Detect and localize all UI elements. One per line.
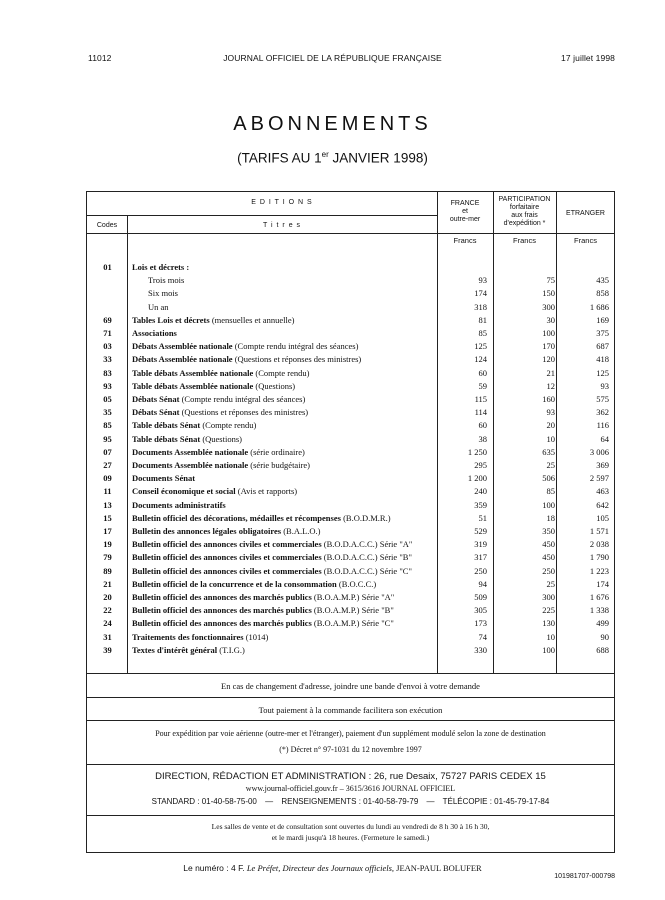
table-row <box>87 579 614 592</box>
price-france: 240 <box>474 486 487 497</box>
row-title <box>132 315 296 325</box>
row-title-main: Conseil économique et social <box>132 486 236 497</box>
row-title <box>132 394 307 404</box>
row-code: 39 <box>103 644 112 655</box>
price-etranger: 1 790 <box>589 552 609 563</box>
row-title <box>132 539 414 549</box>
row-title-detail: (Compte rendu) <box>253 367 310 378</box>
table-row <box>87 341 614 354</box>
row-title-detail: (B.O.C.C.) <box>336 578 377 589</box>
row-title <box>132 513 393 523</box>
direction-address: DIRECTION, RÉDACTION ET ADMINISTRATION : 26, rue Desaix, 75727 PARIS CEDEX 15 <box>155 771 546 782</box>
row-code: 01 <box>103 262 112 272</box>
row-title-main: Documents administratifs <box>132 499 226 510</box>
price-france: 319 <box>474 539 487 550</box>
price-france: 51 <box>478 512 487 523</box>
editions-label: E D I T I O N S <box>251 199 313 206</box>
row-title-main: Textes d'intérêt général <box>132 644 218 655</box>
table-row <box>87 420 614 433</box>
row-code: 11 <box>103 486 112 497</box>
table-row <box>87 513 614 526</box>
row-title-detail: (Compte rendu intégral des séances) <box>232 341 359 352</box>
table-row <box>87 645 614 658</box>
row-title-detail: (série ordinaire) <box>248 446 305 457</box>
price-france: 330 <box>474 644 487 655</box>
row-title <box>148 288 180 298</box>
table-row <box>87 315 614 328</box>
price-france: 317 <box>474 552 487 563</box>
row-title-detail: (B.O.A.M.P.) Série "A" <box>311 592 395 602</box>
notice-rule-3 <box>86 764 615 765</box>
price-etranger: 687 <box>596 341 609 352</box>
shipping-notice: Pour expédition par voie aérienne (outre-mer et l'étranger), paiement d'un supplément modulé selon la zone de destination <box>155 729 546 738</box>
row-code: 33 <box>103 354 112 365</box>
row-title-main: Bulletin officiel des annonces civiles et commerciales <box>132 539 322 550</box>
page-number: 11012 <box>88 53 112 63</box>
price-etranger: 369 <box>596 460 609 470</box>
row-title <box>132 447 307 457</box>
row-title <box>132 500 228 510</box>
row-code: 17 <box>103 526 112 536</box>
row-title <box>132 381 297 391</box>
price-france: 74 <box>478 631 487 642</box>
row-title-detail: (Avis et rapports) <box>235 486 298 497</box>
row-title-main: Table débats Assemblée nationale <box>132 380 254 391</box>
table-row <box>87 460 614 473</box>
table-row <box>87 473 614 486</box>
notice-rule-2 <box>86 720 615 721</box>
row-title <box>132 645 247 655</box>
row-code: 85 <box>103 420 112 431</box>
row-title-main: Bulletin officiel des annonces des marchés publics <box>132 605 312 616</box>
price-france: 81 <box>478 314 487 325</box>
row-title-main: Trois mois <box>148 275 185 286</box>
row-title <box>132 354 363 364</box>
price-participation: 100 <box>542 644 555 655</box>
price-etranger: 499 <box>596 618 609 629</box>
row-title-detail: (Questions) <box>200 433 242 444</box>
price-etranger: 463 <box>596 486 609 497</box>
row-title-detail: (B.O.A.M.P.) Série "C" <box>311 618 394 629</box>
row-code: 95 <box>103 433 112 444</box>
row-code: 69 <box>103 314 112 325</box>
document-code: 101981707-000798 <box>554 873 615 880</box>
price-etranger: 375 <box>596 328 609 338</box>
row-title <box>132 341 360 351</box>
price-etranger: 93 <box>600 380 609 391</box>
direction-web: www.journal-officiel.gouv.fr – 3615/3616 JOURNAL OFFICIEL <box>245 784 456 793</box>
row-title-main: Associations <box>132 328 177 338</box>
row-code: 07 <box>103 446 112 457</box>
price-participation: 120 <box>542 354 555 365</box>
row-title <box>132 328 179 338</box>
row-code: 35 <box>103 407 112 418</box>
price-france: 60 <box>478 367 487 378</box>
row-title-main: Un an <box>148 301 169 312</box>
row-title-main: Documents Assemblée nationale <box>132 446 249 457</box>
price-participation: 25 <box>546 460 555 470</box>
row-title <box>132 566 414 576</box>
price-participation: 10 <box>546 631 555 642</box>
salles-line-2: et le mardi jusqu'à 18 heures. (Fermeture le samedi.) <box>271 833 430 842</box>
row-code: 21 <box>103 578 112 589</box>
row-title-main: Documents Assemblée nationale <box>132 460 249 470</box>
row-title-main: Débats Assemblée nationale <box>132 341 233 352</box>
price-participation: 350 <box>542 526 555 536</box>
row-title-main: Bulletin officiel des annonces civiles et commerciales <box>132 565 322 576</box>
table-row <box>87 500 614 513</box>
price-etranger: 174 <box>596 578 609 589</box>
row-code: 93 <box>103 380 112 391</box>
row-title-main: Documents Sénat <box>132 473 196 484</box>
row-code: 79 <box>103 552 112 563</box>
table-row <box>87 434 614 447</box>
codes-label: Codes <box>96 222 118 229</box>
price-etranger: 575 <box>596 394 609 404</box>
table-row <box>87 354 614 367</box>
header-rule <box>86 233 615 234</box>
table-row <box>87 566 614 579</box>
table-row <box>87 275 614 288</box>
table-row <box>87 552 614 565</box>
price-etranger: 362 <box>596 407 609 418</box>
price-etranger: 1 676 <box>589 592 609 602</box>
row-code: 22 <box>103 605 112 616</box>
price-etranger: 3 006 <box>589 446 609 457</box>
table-row <box>87 381 614 394</box>
row-title <box>132 434 244 444</box>
footer-line: Le numéro : 4 F. Le Préfet, Directeur des Journaux officiels, JEAN-PAUL BOLUFER <box>183 863 482 873</box>
row-title-main: Bulletin officiel de la concurrence et de la consommation <box>132 578 337 589</box>
row-title-main: Bulletin officiel des décorations, médailles et récompenses <box>132 512 341 523</box>
salles-line-1: Les salles de vente et de consultation sont ouvertes du lundi au vendredi de 8 h 30 à 16 h 30, <box>211 822 490 831</box>
price-participation: 25 <box>546 578 555 589</box>
price-france: 173 <box>474 618 487 629</box>
row-code: 19 <box>103 539 112 550</box>
table-row <box>87 447 614 460</box>
row-title-main: Table débats Assemblée nationale <box>132 367 254 378</box>
price-etranger: 1 338 <box>589 605 609 616</box>
row-code: 27 <box>103 460 112 470</box>
price-france: 529 <box>474 526 487 536</box>
price-participation: 18 <box>546 512 555 523</box>
page-title: ABONNEMENTS <box>233 113 432 135</box>
row-title-main: Débats Sénat <box>132 407 180 418</box>
price-participation: 225 <box>542 605 555 616</box>
table-row <box>87 288 614 301</box>
unit-france: Francs <box>453 236 477 245</box>
row-title-main: Six mois <box>148 288 178 299</box>
row-title-detail: (Questions et réponses des ministres) <box>232 354 362 365</box>
row-title <box>132 618 396 628</box>
price-france: 94 <box>478 578 487 589</box>
row-title <box>132 368 311 378</box>
table-row <box>87 526 614 539</box>
row-title <box>132 262 191 272</box>
col-etranger-header: ETRANGER <box>566 210 605 217</box>
row-title-detail: (Compte rendu) <box>200 420 257 431</box>
price-participation: 100 <box>542 328 555 338</box>
row-title <box>132 420 258 430</box>
unit-participation: Francs <box>513 236 536 245</box>
price-france: 1 250 <box>467 446 487 457</box>
price-france: 1 200 <box>467 473 487 484</box>
row-code: 83 <box>103 367 112 378</box>
row-title <box>132 592 396 602</box>
price-participation: 20 <box>546 420 555 431</box>
notice-rule-1 <box>86 697 615 698</box>
col-france-header: FRANCE et outre-mer <box>449 200 481 223</box>
price-etranger: 1 686 <box>589 301 609 312</box>
price-participation: 85 <box>546 486 555 497</box>
price-france: 125 <box>474 341 487 352</box>
row-title <box>132 552 414 562</box>
table-row <box>87 539 614 552</box>
row-title-main: Bulletin officiel des annonces civiles et commerciales <box>132 552 322 563</box>
editions-rule <box>86 215 437 216</box>
row-title-main: Lois et décrets : <box>132 262 190 272</box>
table-row <box>87 394 614 407</box>
row-code: 05 <box>103 394 112 404</box>
row-title <box>132 632 270 642</box>
price-participation: 93 <box>546 407 555 418</box>
price-participation: 300 <box>542 592 555 602</box>
row-title-main: Table débats Sénat <box>132 433 201 444</box>
price-participation: 450 <box>542 539 555 550</box>
row-title <box>132 407 310 417</box>
row-title-main: Bulletin des annonces légales obligatoires <box>132 526 282 536</box>
price-participation: 30 <box>546 314 555 325</box>
price-france: 305 <box>474 605 487 616</box>
price-etranger: 105 <box>596 512 609 523</box>
price-etranger: 1 571 <box>589 526 609 536</box>
price-participation: 130 <box>542 618 555 629</box>
row-title-main: Bulletin officiel des annonces des marchés publics <box>132 592 312 602</box>
row-code: 31 <box>103 631 112 642</box>
price-france: 124 <box>474 354 487 365</box>
price-participation: 506 <box>542 473 555 484</box>
price-etranger: 125 <box>596 367 609 378</box>
price-participation: 300 <box>542 301 555 312</box>
price-participation: 450 <box>542 552 555 563</box>
price-etranger: 169 <box>596 314 609 325</box>
price-etranger: 64 <box>600 433 609 444</box>
table-row <box>87 368 614 381</box>
row-code: 15 <box>103 512 112 523</box>
row-title-detail: (mensuelles et annuelle) <box>209 314 295 325</box>
row-title <box>148 275 186 285</box>
row-title-detail: (1014) <box>243 631 269 642</box>
row-code: 03 <box>103 341 112 352</box>
row-title-main: Débats Assemblée nationale <box>132 354 233 365</box>
row-title-detail: (B.O.A.M.P.) Série "B" <box>311 605 394 616</box>
journal-name: JOURNAL OFFICIEL DE LA RÉPUBLIQUE FRANÇAISE <box>223 53 442 63</box>
price-france: 93 <box>478 275 487 286</box>
row-title <box>132 526 323 536</box>
payment-notice: Tout paiement à la commande facilitera son exécution <box>258 705 443 715</box>
unit-etranger: Francs <box>574 236 597 245</box>
titres-label: T i t r e s <box>262 222 302 229</box>
row-title <box>132 486 299 496</box>
price-participation: 12 <box>546 380 555 391</box>
price-france: 295 <box>474 460 487 470</box>
price-france: 60 <box>478 420 487 431</box>
row-title-detail: (T.I.G.) <box>217 644 245 655</box>
col-participation-header: PARTICIPATION forfaitaire aux frais d'expédition * <box>498 196 551 227</box>
table-row <box>87 486 614 499</box>
row-title-main: Table débats Sénat <box>132 420 201 431</box>
price-participation: 160 <box>542 394 555 404</box>
row-title-main: Débats Sénat <box>132 394 180 404</box>
table-row <box>87 302 614 315</box>
price-participation: 21 <box>546 367 555 378</box>
row-title-detail: (B.A.L.O.) <box>281 526 321 536</box>
price-etranger: 1 223 <box>589 565 609 576</box>
row-code: 13 <box>103 499 112 510</box>
price-france: 318 <box>474 301 487 312</box>
price-etranger: 418 <box>596 354 609 365</box>
price-etranger: 2 038 <box>589 539 609 550</box>
row-title <box>148 302 171 312</box>
row-title-main: Bulletin officiel des annonces des marchés publics <box>132 618 312 629</box>
issue-date: 17 juillet 1998 <box>561 53 615 63</box>
price-participation: 100 <box>542 499 555 510</box>
price-participation: 250 <box>542 565 555 576</box>
decree-notice: (*) Décret n° 97-1031 du 12 novembre 1997 <box>279 745 422 754</box>
price-etranger: 858 <box>596 288 609 299</box>
notice-rule-4 <box>86 815 615 816</box>
page-subtitle: (TARIFS AU 1er JANVIER 1998) <box>237 150 428 166</box>
row-title <box>132 460 312 470</box>
price-etranger: 90 <box>600 631 609 642</box>
row-title-detail: (B.O.D.M.R.) <box>340 512 391 523</box>
row-code: 24 <box>103 618 112 629</box>
table-row <box>87 605 614 618</box>
row-title-main: Tables Lois et décrets <box>132 314 210 325</box>
table-bottom-rule <box>86 673 615 674</box>
row-code: 89 <box>103 565 112 576</box>
price-france: 59 <box>478 380 487 391</box>
price-participation: 170 <box>542 341 555 352</box>
table-row <box>87 618 614 631</box>
direction-phones: STANDARD : 01-40-58-75-00 — RENSEIGNEMENTS : 01-40-58-79-79 — TÉLÉCOPIE : 01-45-79-17-84 <box>151 797 550 806</box>
row-title-detail: (B.O.D.A.C.C.) Série "A" <box>321 539 413 550</box>
price-participation: 10 <box>546 433 555 444</box>
row-code: 20 <box>103 592 112 602</box>
price-france: 38 <box>478 433 487 444</box>
price-participation: 150 <box>542 288 555 299</box>
row-title-detail: (Compte rendu intégral des séances) <box>179 394 306 404</box>
price-etranger: 688 <box>596 644 609 655</box>
table-row <box>87 592 614 605</box>
price-france: 250 <box>474 565 487 576</box>
price-france: 85 <box>478 328 487 338</box>
row-title-main: Traitements des fonctionnaires <box>132 631 244 642</box>
table-row <box>87 632 614 645</box>
row-title <box>132 605 396 615</box>
row-title-detail: (B.O.D.A.C.C.) Série "C" <box>321 565 412 576</box>
price-france: 509 <box>474 592 487 602</box>
address-change-notice: En cas de changement d'adresse, joindre une bande d'envoi à votre demande <box>221 681 480 691</box>
price-etranger: 116 <box>596 420 609 431</box>
table-row <box>87 407 614 420</box>
price-etranger: 2 597 <box>589 473 609 484</box>
table-row <box>87 262 614 275</box>
row-title <box>132 579 378 589</box>
table-row <box>87 328 614 341</box>
price-participation: 635 <box>542 446 555 457</box>
row-title-detail: (série budgétaire) <box>248 460 311 470</box>
row-code: 09 <box>103 473 112 484</box>
price-etranger: 435 <box>596 275 609 286</box>
price-etranger: 642 <box>596 499 609 510</box>
row-code: 71 <box>103 328 112 338</box>
row-title-detail: (Questions et réponses des ministres) <box>179 407 309 418</box>
price-france: 115 <box>474 394 487 404</box>
price-france: 174 <box>474 288 487 299</box>
price-participation: 75 <box>546 275 555 286</box>
row-title-detail: (Questions) <box>253 380 296 391</box>
price-france: 359 <box>474 499 487 510</box>
row-title-detail: (B.O.D.A.C.C.) Série "B" <box>321 552 412 563</box>
price-france: 114 <box>474 407 487 418</box>
row-title <box>132 473 197 483</box>
